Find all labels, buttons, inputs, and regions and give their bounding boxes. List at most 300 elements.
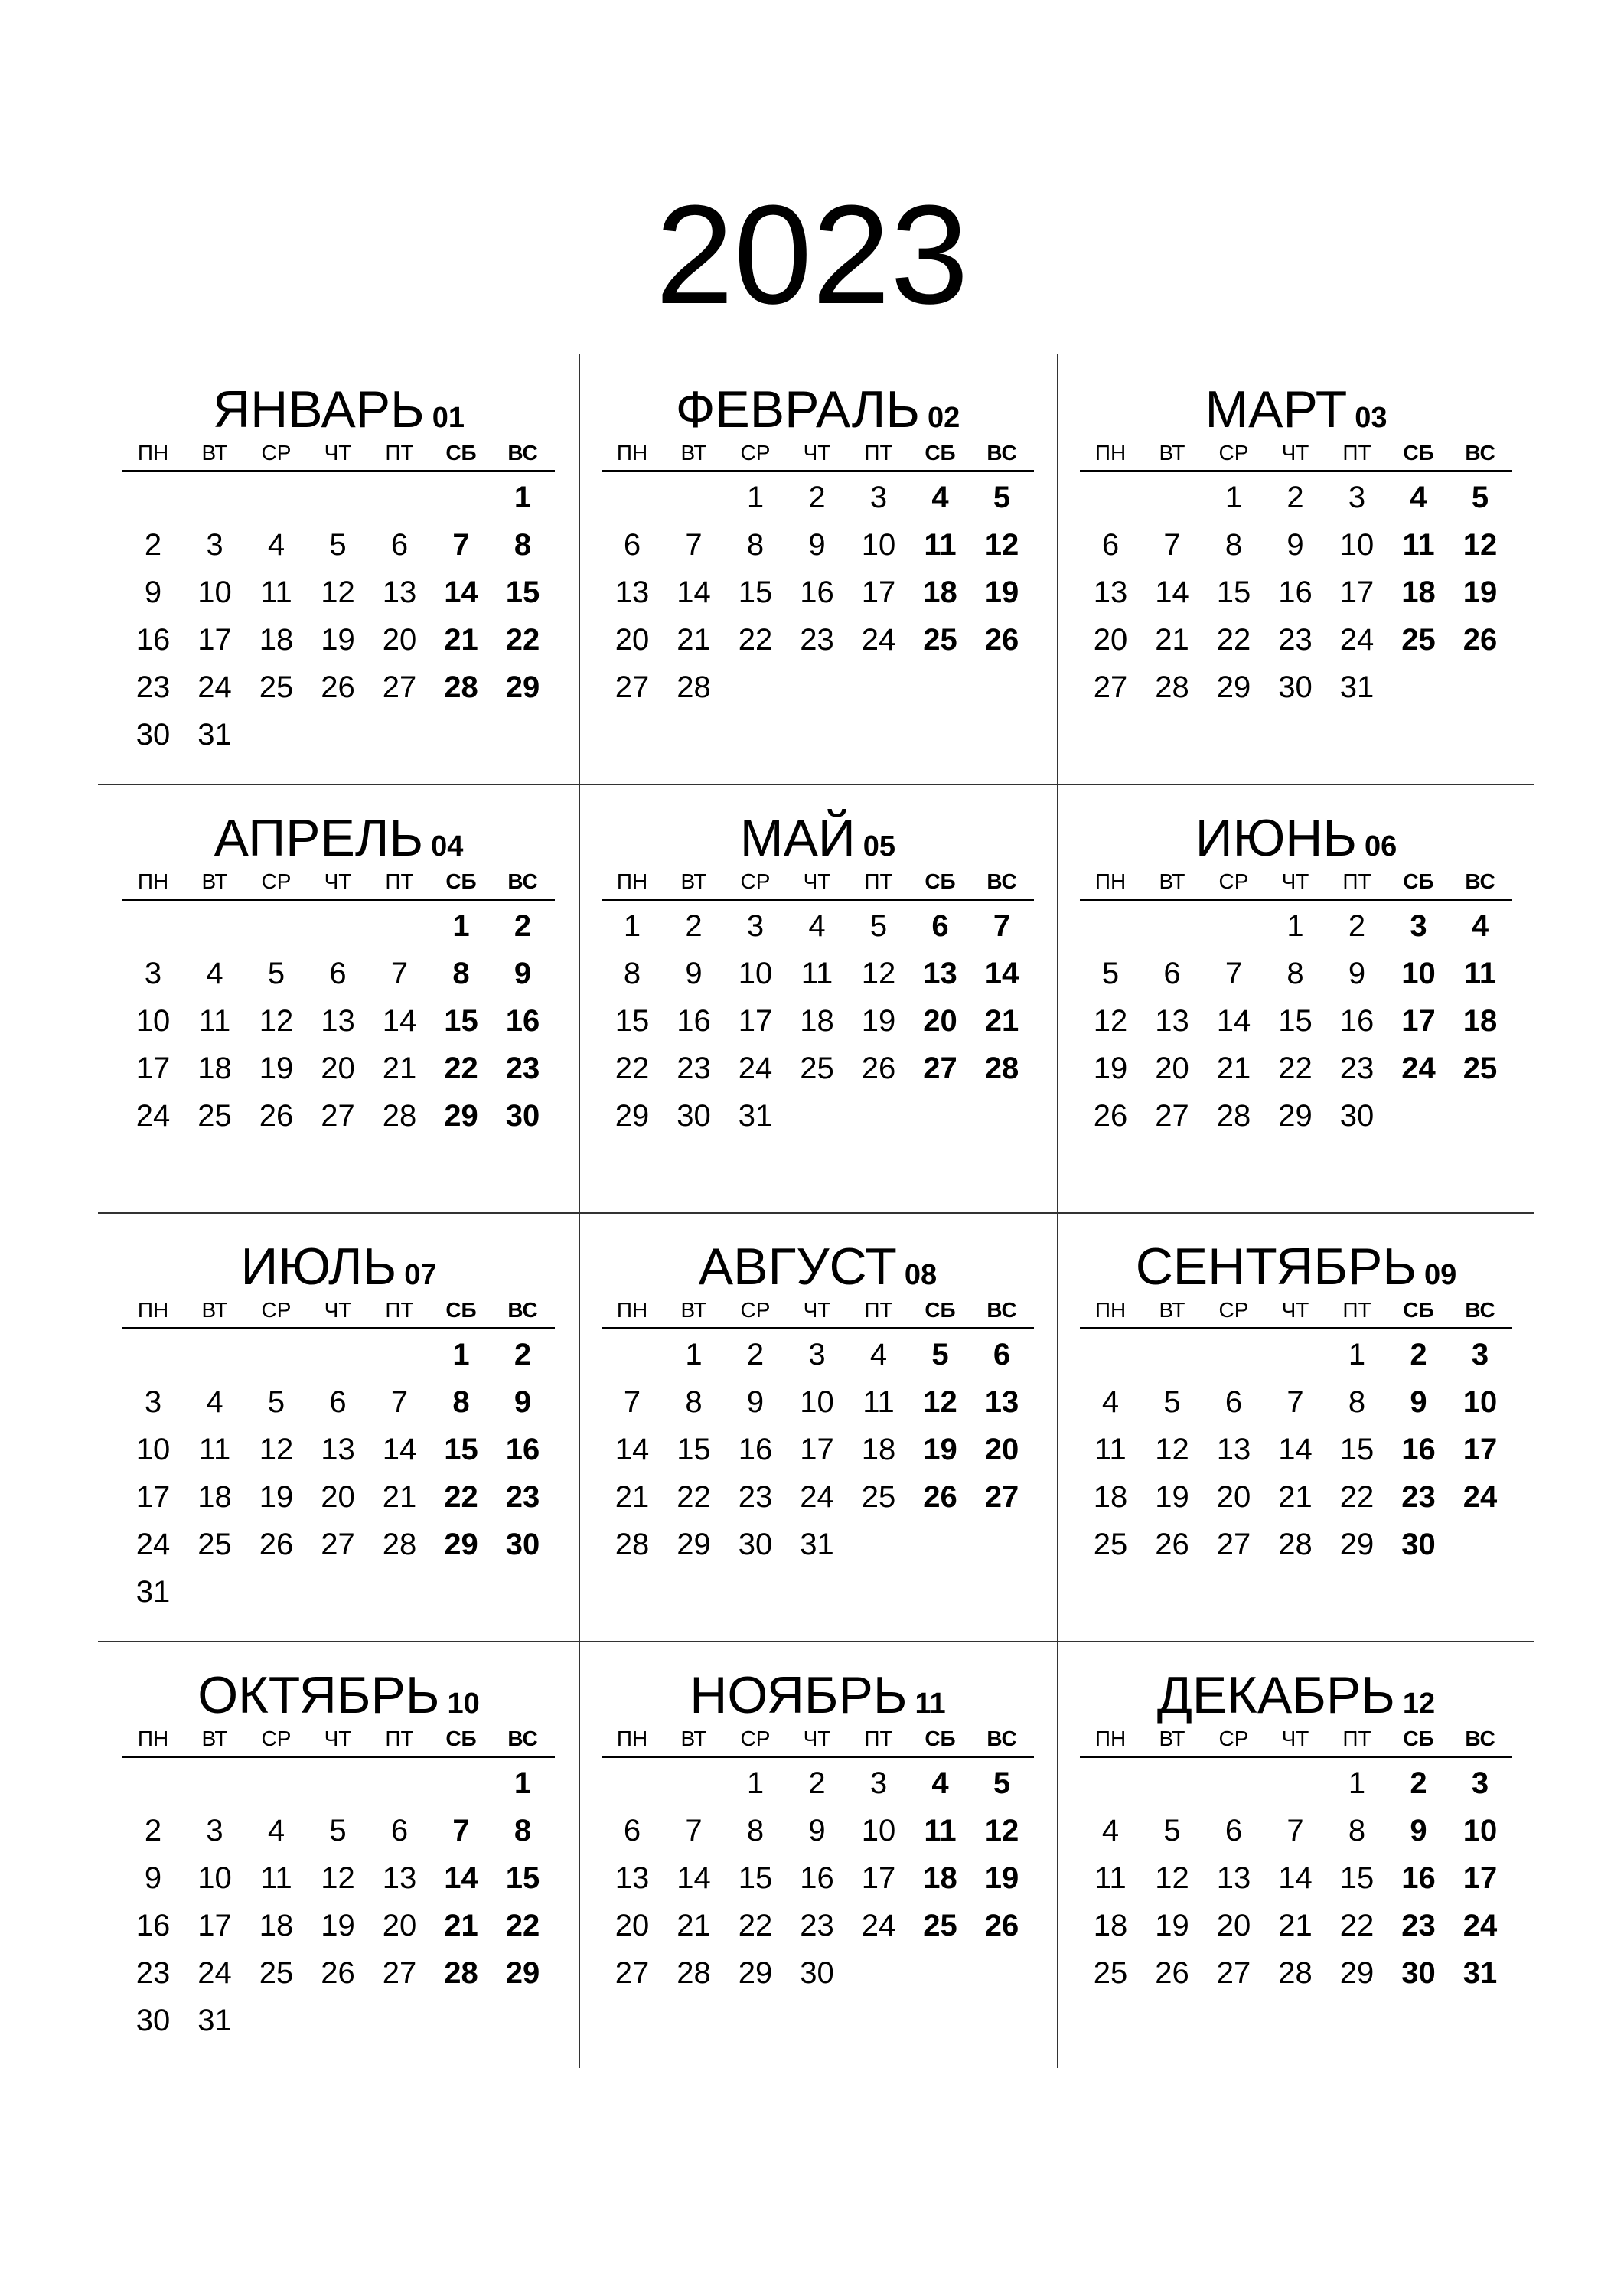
day: 20	[1155, 1052, 1189, 1085]
month-title	[602, 1232, 1034, 1301]
day: 17	[197, 623, 232, 657]
month-block	[1080, 804, 1512, 1202]
month-block	[122, 375, 555, 773]
day: 6	[1225, 1385, 1243, 1419]
day: 20	[615, 1909, 650, 1942]
day: 9	[808, 528, 826, 562]
weekday-label: СБ	[925, 869, 956, 893]
day: 12	[259, 1433, 294, 1466]
weekday-label: ПТ	[385, 441, 414, 465]
weekday-label: ПН	[1094, 441, 1127, 465]
day: 28	[1278, 1956, 1313, 1990]
weekend-day: 9	[1410, 1385, 1427, 1419]
day: 24	[197, 670, 232, 704]
weekend-day: 26	[984, 1909, 1019, 1942]
day: 7	[1163, 528, 1181, 562]
month-number: 03	[1355, 402, 1388, 434]
day: 7	[685, 528, 703, 562]
day: 19	[321, 1909, 355, 1942]
day: 24	[135, 1099, 171, 1133]
day: 2	[808, 1766, 826, 1800]
day: 24	[861, 623, 896, 657]
weekend-day: 1	[452, 1338, 470, 1371]
weekend-day: 16	[505, 1433, 540, 1466]
day: 19	[861, 1004, 896, 1038]
day: 14	[1278, 1433, 1313, 1466]
weekday-label: СР	[261, 869, 292, 893]
day: 22	[1339, 1480, 1375, 1514]
day: 26	[1155, 1528, 1189, 1561]
month-number: 11	[915, 1688, 946, 1720]
weekday-label: ПН	[616, 1727, 648, 1750]
day: 28	[1155, 670, 1189, 704]
weekend-day: 24	[1463, 1909, 1498, 1942]
day: 2	[746, 1338, 765, 1371]
day: 20	[321, 1480, 355, 1514]
weekday-label: ЧТ	[324, 1727, 352, 1750]
day: 13	[382, 576, 417, 609]
day: 14	[382, 1433, 417, 1466]
weekday-label: СБ	[445, 441, 477, 465]
day: 7	[1225, 957, 1243, 990]
day: 8	[1225, 528, 1243, 562]
weekend-day: 4	[1410, 481, 1427, 514]
month-title	[602, 804, 1034, 872]
day: 29	[738, 1956, 773, 1990]
month-number: 08	[904, 1259, 938, 1291]
weekend-day: 3	[1410, 909, 1427, 943]
day: 31	[738, 1099, 773, 1133]
day: 29	[1216, 670, 1251, 704]
month-name: АВГУСТ	[698, 1238, 897, 1296]
weekday-label: ПТ	[864, 1727, 893, 1750]
weekend-day: 10	[1401, 957, 1436, 990]
weekday-label: СР	[261, 1727, 292, 1750]
weekday-label: СР	[740, 1727, 771, 1750]
weekend-day: 30	[1401, 1956, 1436, 1990]
weekday-label: ПН	[616, 1298, 648, 1322]
month-block	[122, 804, 555, 1202]
day: 30	[1339, 1099, 1375, 1133]
day: 25	[1093, 1528, 1128, 1561]
day: 4	[1101, 1814, 1120, 1848]
day: 6	[623, 1814, 641, 1848]
header-rule	[1080, 470, 1512, 472]
day: 20	[382, 1909, 417, 1942]
weekday-label: ВС	[986, 869, 1017, 893]
header-rule	[122, 1327, 555, 1329]
weekend-day: 1	[514, 1766, 532, 1800]
weekday-label: ВТ	[1159, 1727, 1185, 1750]
weekday-label: ВС	[507, 1727, 538, 1750]
weekend-day: 28	[444, 1956, 478, 1990]
weekend-day: 30	[505, 1099, 540, 1133]
weekend-day: 4	[931, 1766, 949, 1800]
weekend-day: 16	[1401, 1433, 1436, 1466]
day: 18	[861, 1433, 896, 1466]
weekday-label: ПН	[1094, 1727, 1127, 1750]
day: 14	[1155, 576, 1189, 609]
month-number: 07	[404, 1259, 437, 1291]
month-name: ДЕКАБРЬ	[1156, 1666, 1395, 1724]
day: 26	[1093, 1099, 1128, 1133]
day: 21	[382, 1480, 417, 1514]
month-title	[122, 375, 555, 444]
weekday-label: ВС	[986, 1727, 1017, 1750]
weekend-day: 25	[1463, 1052, 1498, 1085]
day: 15	[1339, 1861, 1375, 1895]
weekday-label: СБ	[1403, 869, 1434, 893]
day: 4	[808, 909, 826, 943]
day: 13	[382, 1861, 417, 1895]
day: 30	[677, 1099, 711, 1133]
day: 31	[197, 2004, 232, 2037]
weekday-label: ЧТ	[803, 869, 831, 893]
weekend-day: 16	[1401, 1861, 1436, 1895]
weekend-day: 11	[1463, 957, 1497, 990]
weekday-label: ВТ	[201, 1298, 228, 1322]
header-rule	[1080, 1327, 1512, 1329]
row-divider	[98, 1641, 1534, 1642]
day: 6	[329, 957, 347, 990]
day: 4	[869, 1338, 888, 1371]
weekend-day: 15	[505, 576, 540, 609]
weekend-day: 5	[1471, 481, 1489, 514]
weekend-day: 28	[444, 670, 478, 704]
weekend-day: 22	[444, 1480, 478, 1514]
weekday-label: ЧТ	[803, 1727, 831, 1750]
day: 16	[738, 1433, 773, 1466]
weekend-day: 18	[923, 576, 957, 609]
day: 10	[738, 957, 773, 990]
weekend-day: 16	[505, 1004, 540, 1038]
day: 24	[135, 1528, 171, 1561]
month-title	[122, 804, 555, 872]
weekend-day: 12	[984, 1814, 1019, 1848]
day: 9	[144, 1861, 162, 1895]
weekend-day: 22	[505, 1909, 540, 1942]
day: 20	[321, 1052, 355, 1085]
weekend-day: 12	[984, 528, 1019, 562]
day: 19	[1093, 1052, 1128, 1085]
day: 15	[738, 576, 773, 609]
weekend-day: 11	[924, 1814, 957, 1848]
day: 30	[135, 718, 171, 752]
day: 20	[1216, 1909, 1251, 1942]
weekday-label: СБ	[925, 441, 956, 465]
weekend-day: 30	[505, 1528, 540, 1561]
header-rule	[602, 470, 1034, 472]
weekday-label: СР	[740, 1298, 771, 1322]
day: 15	[1339, 1433, 1375, 1466]
weekend-day: 7	[452, 1814, 470, 1848]
weekend-day: 17	[1463, 1433, 1498, 1466]
header-rule	[602, 1756, 1034, 1758]
day: 6	[623, 528, 641, 562]
weekend-day: 9	[514, 1385, 532, 1419]
day: 12	[1155, 1861, 1189, 1895]
weekend-day: 26	[984, 623, 1019, 657]
weekend-day: 1	[514, 481, 532, 514]
weekend-day: 8	[452, 957, 470, 990]
weekday-label: ЧТ	[803, 441, 831, 465]
weekend-day: 6	[931, 909, 949, 943]
day: 24	[1339, 623, 1375, 657]
day: 31	[197, 718, 232, 752]
day: 23	[677, 1052, 711, 1085]
day: 17	[135, 1052, 171, 1085]
month-block	[122, 1232, 555, 1630]
day: 1	[1286, 909, 1304, 943]
day: 8	[746, 1814, 765, 1848]
weekday-label: СР	[740, 441, 771, 465]
weekday-label: ВС	[507, 441, 538, 465]
day: 17	[738, 1004, 773, 1038]
day: 21	[677, 1909, 711, 1942]
day: 28	[615, 1528, 650, 1561]
weekend-day: 5	[931, 1338, 949, 1371]
header-rule	[122, 899, 555, 901]
day: 1	[1348, 1766, 1366, 1800]
day: 16	[1339, 1004, 1375, 1038]
day: 21	[1278, 1909, 1313, 1942]
weekend-day: 4	[1471, 909, 1489, 943]
weekday-label: СР	[261, 1298, 292, 1322]
day: 11	[198, 1004, 231, 1038]
day: 22	[1216, 623, 1251, 657]
day: 26	[861, 1052, 896, 1085]
month-name: ОКТЯБРЬ	[197, 1666, 440, 1724]
day: 27	[1155, 1099, 1189, 1133]
day: 8	[1286, 957, 1304, 990]
day: 12	[321, 1861, 355, 1895]
weekend-day: 2	[514, 1338, 532, 1371]
day: 23	[1339, 1052, 1375, 1085]
day: 10	[861, 528, 896, 562]
weekend-day: 18	[923, 1861, 957, 1895]
day: 12	[321, 576, 355, 609]
day: 13	[615, 1861, 650, 1895]
weekday-label: СР	[261, 441, 292, 465]
weekend-day: 24	[1463, 1480, 1498, 1514]
header-rule	[122, 470, 555, 472]
day: 5	[329, 528, 347, 562]
weekend-day: 27	[984, 1480, 1019, 1514]
weekend-day: 11	[1402, 528, 1435, 562]
year-title: 2023	[655, 175, 969, 333]
day: 5	[869, 909, 888, 943]
weekday-label: ВТ	[680, 441, 707, 465]
day: 17	[197, 1909, 232, 1942]
day: 11	[863, 1385, 895, 1419]
weekend-day: 29	[444, 1099, 478, 1133]
month-number: 10	[447, 1688, 480, 1720]
month-title	[1080, 1661, 1512, 1730]
month-title	[602, 1661, 1034, 1730]
weekday-label: ЧТ	[324, 1298, 352, 1322]
weekend-day: 3	[1471, 1766, 1489, 1800]
weekend-day: 5	[993, 1766, 1011, 1800]
header-rule	[602, 899, 1034, 901]
weekday-label: ЧТ	[1281, 869, 1309, 893]
day: 3	[869, 481, 888, 514]
day: 23	[800, 1909, 834, 1942]
weekend-day: 21	[444, 623, 478, 657]
weekend-day: 3	[1471, 1338, 1489, 1371]
day: 8	[623, 957, 641, 990]
day: 5	[267, 957, 285, 990]
weekend-day: 21	[444, 1909, 478, 1942]
weekday-label: ПТ	[1342, 1298, 1371, 1322]
day: 6	[1225, 1814, 1243, 1848]
day: 23	[1278, 623, 1313, 657]
day: 22	[615, 1052, 650, 1085]
weekend-day: 10	[1463, 1814, 1498, 1848]
day: 5	[1101, 957, 1120, 990]
month-block	[1080, 1661, 1512, 2059]
weekend-day: 11	[924, 528, 957, 562]
day: 18	[1093, 1480, 1128, 1514]
day: 12	[1155, 1433, 1189, 1466]
month-title	[602, 375, 1034, 444]
month-title	[1080, 375, 1512, 444]
header-rule	[122, 1756, 555, 1758]
weekday-label: ПН	[137, 1727, 169, 1750]
day: 22	[738, 1909, 773, 1942]
weekday-label: СБ	[1403, 441, 1434, 465]
day: 9	[808, 1814, 826, 1848]
weekday-label: ВС	[986, 1298, 1017, 1322]
day: 2	[1286, 481, 1304, 514]
day: 31	[135, 1575, 171, 1609]
day: 23	[800, 623, 834, 657]
day: 1	[623, 909, 641, 943]
weekday-label: СБ	[445, 1727, 477, 1750]
day: 10	[800, 1385, 834, 1419]
weekday-label: СР	[1218, 869, 1249, 893]
day: 11	[1094, 1861, 1127, 1895]
day: 14	[677, 1861, 711, 1895]
day: 15	[677, 1433, 711, 1466]
day: 31	[800, 1528, 834, 1561]
day: 27	[321, 1528, 355, 1561]
day: 9	[1348, 957, 1366, 990]
weekday-label: ВТ	[201, 441, 228, 465]
weekend-day: 5	[993, 481, 1011, 514]
day: 27	[382, 670, 417, 704]
day: 28	[677, 670, 711, 704]
day: 15	[1216, 576, 1251, 609]
day: 18	[800, 1004, 834, 1038]
weekend-day: 14	[984, 957, 1019, 990]
day: 23	[135, 1956, 171, 1990]
day: 10	[861, 1814, 896, 1848]
month-block	[602, 804, 1034, 1202]
weekday-label: ПН	[137, 869, 169, 893]
day: 20	[382, 623, 417, 657]
weekend-day: 2	[1410, 1338, 1427, 1371]
day: 17	[135, 1480, 171, 1514]
day: 5	[329, 1814, 347, 1848]
month-name: ИЮНЬ	[1195, 809, 1358, 867]
weekend-day: 27	[923, 1052, 957, 1085]
day: 13	[321, 1004, 355, 1038]
month-number: 05	[863, 830, 896, 863]
day: 29	[1339, 1956, 1375, 1990]
day: 18	[259, 1909, 294, 1942]
weekend-day: 25	[923, 1909, 957, 1942]
column-divider	[1057, 354, 1058, 2068]
weekday-label: ПТ	[385, 1727, 414, 1750]
day: 3	[808, 1338, 826, 1371]
day: 13	[1216, 1433, 1251, 1466]
weekend-day: 17	[1463, 1861, 1498, 1895]
weekend-day: 22	[444, 1052, 478, 1085]
month-number: 06	[1365, 830, 1397, 863]
header-rule	[1080, 899, 1512, 901]
weekend-day: 29	[444, 1528, 478, 1561]
weekend-day: 14	[444, 1861, 478, 1895]
day: 16	[135, 623, 171, 657]
day: 14	[615, 1433, 650, 1466]
weekend-day: 23	[505, 1480, 540, 1514]
weekend-day: 12	[1463, 528, 1498, 562]
day: 11	[260, 1861, 292, 1895]
day: 1	[746, 481, 765, 514]
day: 21	[1216, 1052, 1251, 1085]
day: 29	[1278, 1099, 1313, 1133]
day: 14	[382, 1004, 417, 1038]
weekday-label: ВТ	[1159, 869, 1185, 893]
day: 27	[1216, 1956, 1251, 1990]
day: 15	[615, 1004, 650, 1038]
weekend-day: 19	[984, 1861, 1019, 1895]
weekday-label: ПТ	[864, 869, 893, 893]
month-name: ФЕВРАЛЬ	[675, 380, 921, 439]
weekend-day: 26	[923, 1480, 957, 1514]
day: 10	[135, 1004, 171, 1038]
day: 30	[135, 2004, 171, 2037]
weekend-day: 7	[452, 528, 470, 562]
day: 3	[206, 528, 223, 562]
month-block	[1080, 1232, 1512, 1630]
weekday-label: СР	[1218, 1727, 1249, 1750]
month-name: СЕНТЯБРЬ	[1135, 1238, 1417, 1296]
day: 19	[321, 623, 355, 657]
weekend-day: 28	[984, 1052, 1019, 1085]
day: 3	[144, 1385, 162, 1419]
weekday-label: ПН	[616, 441, 648, 465]
day: 1	[1348, 1338, 1366, 1371]
day: 15	[738, 1861, 773, 1895]
weekend-day: 23	[1401, 1909, 1436, 1942]
weekday-label: СБ	[445, 869, 477, 893]
weekend-day: 8	[452, 1385, 470, 1419]
weekday-label: ВС	[1465, 1298, 1495, 1322]
weekend-day: 25	[1401, 623, 1436, 657]
weekend-day: 23	[1401, 1480, 1436, 1514]
day: 13	[615, 576, 650, 609]
month-block	[602, 1661, 1034, 2059]
day: 3	[206, 1814, 223, 1848]
weekday-label: ПТ	[1342, 869, 1371, 893]
weekend-day: 2	[1410, 1766, 1427, 1800]
day: 26	[321, 670, 355, 704]
weekday-label: СБ	[1403, 1727, 1434, 1750]
weekday-label: ПТ	[864, 1298, 893, 1322]
day: 25	[800, 1052, 834, 1085]
weekend-day: 29	[505, 1956, 540, 1990]
